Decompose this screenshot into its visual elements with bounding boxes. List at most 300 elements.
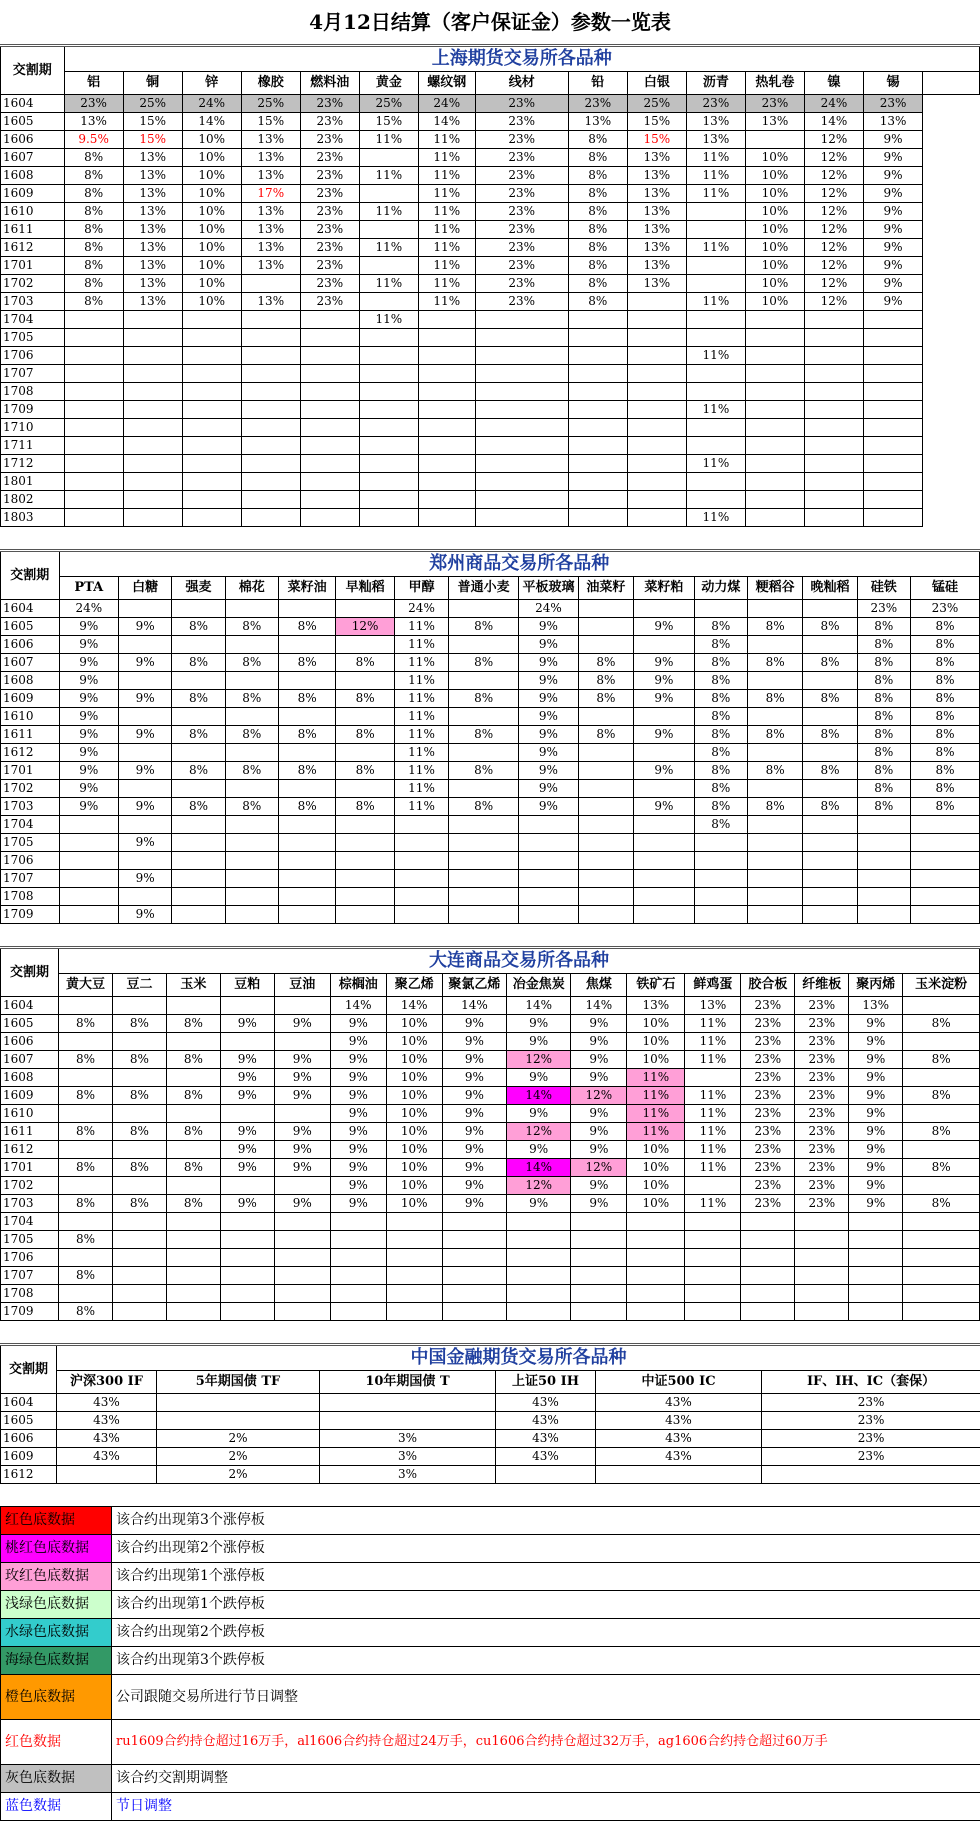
- value-cell: 13%: [627, 167, 686, 185]
- value-cell: [359, 149, 418, 167]
- value-cell: 23%: [300, 185, 359, 203]
- value-cell: 9%: [634, 726, 695, 744]
- value-cell: 23%: [795, 1159, 849, 1177]
- value-cell: [278, 834, 335, 852]
- value-cell: [857, 816, 910, 834]
- value-cell: 43%: [57, 1448, 157, 1466]
- table-row: [1, 997, 980, 1015]
- value-cell: 8%: [225, 726, 278, 744]
- value-cell: [578, 798, 633, 816]
- blank-cell: [923, 95, 980, 113]
- value-cell: [627, 473, 686, 491]
- value-cell: 8%: [225, 798, 278, 816]
- header-row: [1, 1371, 980, 1394]
- value-cell: 8%: [694, 726, 747, 744]
- value-cell: [394, 816, 448, 834]
- value-cell: [747, 834, 802, 852]
- value-cell: [634, 816, 695, 834]
- value-cell: [903, 1213, 980, 1231]
- value-cell: [336, 834, 395, 852]
- legend-key: 红色数据: [1, 1720, 112, 1765]
- table-row: [1, 329, 980, 347]
- value-cell: 10%: [627, 1159, 685, 1177]
- value-cell: [336, 906, 395, 924]
- value-cell: [804, 437, 863, 455]
- value-cell: 23%: [300, 131, 359, 149]
- contract-cell: 1704: [1, 816, 60, 834]
- legend-key: 红色底数据: [1, 1507, 112, 1535]
- value-cell: 8%: [910, 618, 979, 636]
- column-header: 白糖: [119, 577, 172, 600]
- value-cell: 11%: [627, 1087, 685, 1105]
- value-cell: 13%: [123, 221, 182, 239]
- exchange-sections: [0, 44, 980, 1506]
- value-cell: 11%: [685, 1051, 741, 1069]
- value-cell: [418, 383, 475, 401]
- value-cell: 23%: [475, 113, 568, 131]
- column-header: 锌: [182, 72, 241, 95]
- value-cell: [634, 780, 695, 798]
- value-cell: 23%: [762, 1412, 980, 1430]
- contract-cell: 1609: [1, 185, 65, 203]
- value-cell: [568, 365, 627, 383]
- value-cell: [694, 906, 747, 924]
- exchange-table: [0, 1343, 980, 1506]
- value-cell: [578, 906, 633, 924]
- value-cell: 10%: [627, 1051, 685, 1069]
- value-cell: [359, 509, 418, 527]
- value-cell: 8%: [694, 798, 747, 816]
- column-header: 甲醇: [394, 577, 448, 600]
- value-cell: 23%: [795, 1123, 849, 1141]
- value-cell: [745, 401, 804, 419]
- value-cell: [386, 1231, 442, 1249]
- section-title: 上海期货交易所各品种: [64, 46, 979, 72]
- legend-row: [1, 1675, 980, 1720]
- value-cell: [568, 401, 627, 419]
- value-cell: [182, 311, 241, 329]
- value-cell: [123, 383, 182, 401]
- value-cell: [119, 888, 172, 906]
- value-cell: 8%: [64, 275, 123, 293]
- value-cell: 11%: [394, 726, 448, 744]
- value-cell: 13%: [627, 257, 686, 275]
- value-cell: [64, 437, 123, 455]
- value-cell: [903, 1105, 980, 1123]
- value-cell: 8%: [857, 672, 910, 690]
- value-cell: 8%: [910, 654, 979, 672]
- value-cell: 9%: [442, 1141, 506, 1159]
- value-cell: 9%: [849, 1051, 903, 1069]
- value-cell: 8%: [225, 618, 278, 636]
- contract-cell: 1607: [1, 654, 60, 672]
- value-cell: 8%: [112, 1051, 166, 1069]
- value-cell: 9%: [442, 1177, 506, 1195]
- value-cell: 11%: [418, 257, 475, 275]
- value-cell: [166, 997, 220, 1015]
- column-header: 线材: [475, 72, 568, 95]
- value-cell: [166, 1303, 220, 1321]
- value-cell: 9%: [507, 1069, 571, 1087]
- value-cell: 15%: [123, 113, 182, 131]
- table-row: [1, 1141, 980, 1159]
- value-cell: [278, 852, 335, 870]
- value-cell: [320, 1412, 496, 1430]
- value-cell: 13%: [685, 997, 741, 1015]
- value-cell: 14%: [571, 997, 627, 1015]
- value-cell: 8%: [172, 690, 225, 708]
- value-cell: 9%: [330, 1141, 386, 1159]
- value-cell: 9%: [442, 1015, 506, 1033]
- value-cell: 9%: [442, 1069, 506, 1087]
- value-cell: [507, 1213, 571, 1231]
- value-cell: [112, 997, 166, 1015]
- value-cell: 8%: [568, 275, 627, 293]
- blank-cell: [923, 383, 980, 401]
- contract-cell: 1609: [1, 690, 60, 708]
- value-cell: 8%: [803, 798, 857, 816]
- contract-cell: 1610: [1, 708, 60, 726]
- value-cell: [804, 365, 863, 383]
- value-cell: 13%: [123, 167, 182, 185]
- value-cell: 15%: [627, 131, 686, 149]
- table-row: [1, 1267, 980, 1285]
- value-cell: [64, 383, 123, 401]
- value-cell: [803, 600, 857, 618]
- value-cell: [449, 708, 519, 726]
- value-cell: [172, 744, 225, 762]
- value-cell: [442, 1285, 506, 1303]
- value-cell: 9%: [634, 654, 695, 672]
- value-cell: [903, 1177, 980, 1195]
- value-cell: [804, 491, 863, 509]
- value-cell: 13%: [123, 293, 182, 311]
- value-cell: 11%: [359, 131, 418, 149]
- contract-cell: 1609: [1, 1087, 59, 1105]
- value-cell: 9%: [864, 185, 923, 203]
- value-cell: 25%: [627, 95, 686, 113]
- column-header: 玉米淀粉: [903, 974, 980, 997]
- value-cell: 9%: [507, 1015, 571, 1033]
- value-cell: 10%: [182, 275, 241, 293]
- value-cell: 10%: [627, 1195, 685, 1213]
- value-cell: [686, 203, 745, 221]
- value-cell: 11%: [359, 167, 418, 185]
- value-cell: 13%: [241, 131, 300, 149]
- value-cell: 23%: [741, 997, 795, 1015]
- value-cell: [578, 780, 633, 798]
- table-row: [1, 221, 980, 239]
- value-cell: 11%: [685, 1141, 741, 1159]
- value-cell: 23%: [741, 1015, 795, 1033]
- value-cell: 11%: [394, 636, 448, 654]
- value-cell: [803, 816, 857, 834]
- value-cell: 2%: [157, 1466, 320, 1484]
- contract-cell: 1612: [1, 744, 60, 762]
- contract-cell: 1606: [1, 131, 65, 149]
- value-cell: 13%: [686, 113, 745, 131]
- value-cell: [507, 1231, 571, 1249]
- value-cell: 11%: [394, 798, 448, 816]
- value-cell: [225, 834, 278, 852]
- value-cell: 8%: [857, 798, 910, 816]
- value-cell: 8%: [172, 762, 225, 780]
- value-cell: [64, 365, 123, 383]
- value-cell: [910, 870, 979, 888]
- value-cell: 23%: [300, 239, 359, 257]
- value-cell: [903, 1231, 980, 1249]
- value-cell: 11%: [418, 167, 475, 185]
- value-cell: 9%: [119, 618, 172, 636]
- table-row: [1, 1231, 980, 1249]
- value-cell: 8%: [449, 690, 519, 708]
- section-title-row: [1, 551, 980, 577]
- value-cell: 12%: [804, 221, 863, 239]
- value-cell: [578, 888, 633, 906]
- value-cell: [686, 473, 745, 491]
- value-cell: [172, 870, 225, 888]
- value-cell: 9%: [119, 906, 172, 924]
- value-cell: 9%: [220, 1123, 274, 1141]
- blank-cell: [923, 221, 980, 239]
- value-cell: [571, 1267, 627, 1285]
- table-row: [1, 762, 980, 780]
- column-header: 黄大豆: [59, 974, 113, 997]
- value-cell: 13%: [849, 997, 903, 1015]
- table-row: [1, 1159, 980, 1177]
- table-row: [1, 708, 980, 726]
- value-cell: [578, 708, 633, 726]
- contract-cell: 1605: [1, 1412, 57, 1430]
- value-cell: 10%: [745, 275, 804, 293]
- value-cell: 9%: [849, 1195, 903, 1213]
- value-cell: 8%: [166, 1123, 220, 1141]
- table-row: [1, 257, 980, 275]
- blank-cell: [923, 185, 980, 203]
- legend-row: [1, 1535, 980, 1563]
- contract-cell: 1612: [1, 239, 65, 257]
- value-cell: [442, 1231, 506, 1249]
- legend-table: [0, 1506, 980, 1821]
- contract-cell: 1703: [1, 798, 60, 816]
- column-header: 锰硅: [910, 577, 979, 600]
- value-cell: [568, 437, 627, 455]
- value-cell: 11%: [686, 347, 745, 365]
- value-cell: 12%: [804, 203, 863, 221]
- table-row: [1, 1177, 980, 1195]
- value-cell: 10%: [745, 203, 804, 221]
- value-cell: 11%: [394, 672, 448, 690]
- table-row: [1, 1412, 980, 1430]
- value-cell: 12%: [804, 293, 863, 311]
- contract-cell: 1707: [1, 870, 60, 888]
- table-row: [1, 419, 980, 437]
- value-cell: [278, 708, 335, 726]
- legend-row: [1, 1647, 980, 1675]
- value-cell: 9%: [330, 1033, 386, 1051]
- value-cell: [330, 1303, 386, 1321]
- table-row: [1, 311, 980, 329]
- value-cell: [64, 347, 123, 365]
- value-cell: 8%: [568, 239, 627, 257]
- value-cell: [112, 1105, 166, 1123]
- value-cell: [475, 347, 568, 365]
- value-cell: 8%: [278, 654, 335, 672]
- value-cell: 8%: [857, 636, 910, 654]
- contract-cell: 1611: [1, 726, 60, 744]
- value-cell: 8%: [64, 257, 123, 275]
- value-cell: [112, 1213, 166, 1231]
- value-cell: 9%: [442, 1159, 506, 1177]
- value-cell: 23%: [300, 257, 359, 275]
- value-cell: [857, 888, 910, 906]
- value-cell: 8%: [449, 762, 519, 780]
- value-cell: [64, 473, 123, 491]
- legend-key: 水绿色底数据: [1, 1619, 112, 1647]
- value-cell: [571, 1249, 627, 1267]
- column-header: 鲜鸡蛋: [685, 974, 741, 997]
- value-cell: 9%: [864, 239, 923, 257]
- value-cell: 11%: [686, 185, 745, 203]
- value-cell: 23%: [475, 149, 568, 167]
- value-cell: 8%: [747, 690, 802, 708]
- value-cell: 9%: [864, 293, 923, 311]
- value-cell: [804, 347, 863, 365]
- value-cell: 12%: [507, 1177, 571, 1195]
- value-cell: 8%: [166, 1087, 220, 1105]
- value-cell: 14%: [418, 113, 475, 131]
- value-cell: [220, 1105, 274, 1123]
- table-row: [1, 654, 980, 672]
- table-row: [1, 1285, 980, 1303]
- contract-cell: 1709: [1, 906, 60, 924]
- value-cell: 13%: [627, 185, 686, 203]
- value-cell: 11%: [418, 293, 475, 311]
- value-cell: 8%: [449, 654, 519, 672]
- value-cell: [300, 419, 359, 437]
- value-cell: 14%: [507, 1087, 571, 1105]
- value-cell: [910, 888, 979, 906]
- value-cell: 25%: [123, 95, 182, 113]
- value-cell: [241, 473, 300, 491]
- value-cell: [634, 834, 695, 852]
- contract-label: 交割期: [1, 1345, 57, 1394]
- value-cell: [519, 852, 579, 870]
- blank-cell: [923, 419, 980, 437]
- contract-cell: 1609: [1, 1448, 57, 1466]
- value-cell: [123, 437, 182, 455]
- value-cell: [741, 1285, 795, 1303]
- value-cell: [225, 906, 278, 924]
- value-cell: 9%: [519, 672, 579, 690]
- value-cell: [578, 618, 633, 636]
- value-cell: 23%: [300, 95, 359, 113]
- value-cell: [172, 834, 225, 852]
- value-cell: 9%: [119, 654, 172, 672]
- value-cell: [119, 744, 172, 762]
- value-cell: 43%: [57, 1430, 157, 1448]
- value-cell: [64, 401, 123, 419]
- column-header: 聚氯乙烯: [442, 974, 506, 997]
- contract-cell: 1706: [1, 347, 65, 365]
- value-cell: [418, 491, 475, 509]
- table-row: [1, 870, 980, 888]
- value-cell: 8%: [64, 185, 123, 203]
- value-cell: 9%: [519, 744, 579, 762]
- value-cell: [59, 834, 119, 852]
- value-cell: [747, 636, 802, 654]
- value-cell: 8%: [225, 654, 278, 672]
- value-cell: [745, 383, 804, 401]
- value-cell: [330, 1213, 386, 1231]
- value-cell: 9%: [59, 672, 119, 690]
- value-cell: [336, 870, 395, 888]
- value-cell: 11%: [686, 167, 745, 185]
- table-row: [1, 1069, 980, 1087]
- value-cell: [172, 852, 225, 870]
- value-cell: [300, 365, 359, 383]
- table-row: [1, 600, 980, 618]
- value-cell: [241, 401, 300, 419]
- value-cell: 13%: [627, 275, 686, 293]
- value-cell: [274, 1213, 330, 1231]
- table-row: [1, 1105, 980, 1123]
- value-cell: [745, 347, 804, 365]
- contract-cell: 1608: [1, 1069, 59, 1087]
- value-cell: [804, 419, 863, 437]
- value-cell: 11%: [418, 275, 475, 293]
- value-cell: [300, 347, 359, 365]
- value-cell: [418, 311, 475, 329]
- value-cell: [112, 1069, 166, 1087]
- value-cell: 9%: [330, 1069, 386, 1087]
- value-cell: 10%: [182, 293, 241, 311]
- value-cell: [241, 365, 300, 383]
- value-cell: [578, 636, 633, 654]
- section-gap: [1, 1484, 980, 1507]
- value-cell: 11%: [394, 744, 448, 762]
- value-cell: [300, 509, 359, 527]
- value-cell: 23%: [475, 221, 568, 239]
- value-cell: [864, 509, 923, 527]
- contract-cell: 1608: [1, 167, 65, 185]
- column-header: 晚籼稻: [803, 577, 857, 600]
- value-cell: [274, 1231, 330, 1249]
- value-cell: [803, 708, 857, 726]
- value-cell: [747, 780, 802, 798]
- value-cell: [59, 888, 119, 906]
- value-cell: 11%: [685, 1123, 741, 1141]
- table-row: [1, 690, 980, 708]
- value-cell: [803, 906, 857, 924]
- table-row: [1, 1213, 980, 1231]
- table-row: [1, 113, 980, 131]
- value-cell: [795, 1267, 849, 1285]
- value-cell: 9%: [864, 149, 923, 167]
- value-cell: [386, 1249, 442, 1267]
- value-cell: [112, 1249, 166, 1267]
- value-cell: 9%: [507, 1105, 571, 1123]
- value-cell: [627, 1285, 685, 1303]
- value-cell: 11%: [685, 1195, 741, 1213]
- value-cell: [745, 419, 804, 437]
- blank-cell: [923, 275, 980, 293]
- value-cell: 14%: [804, 113, 863, 131]
- value-cell: 13%: [64, 113, 123, 131]
- value-cell: 10%: [182, 149, 241, 167]
- value-cell: 9%: [864, 203, 923, 221]
- value-cell: 8%: [857, 690, 910, 708]
